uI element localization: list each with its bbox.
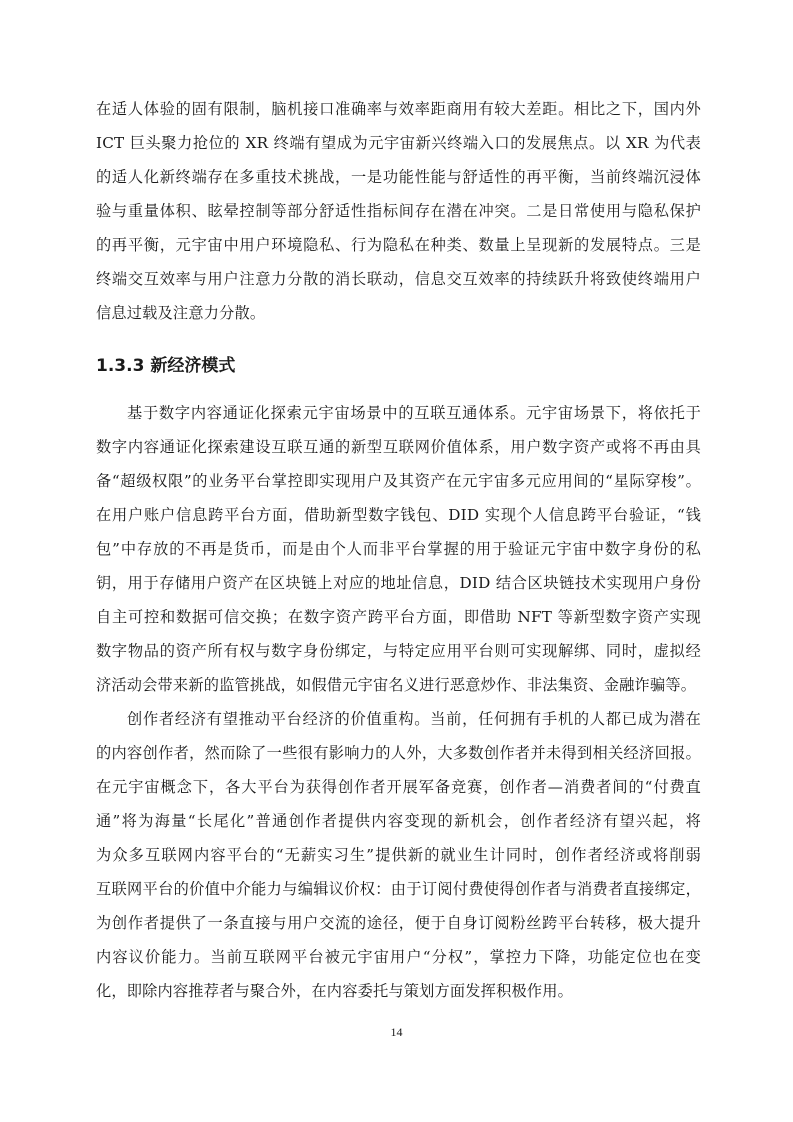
text-line: 在元宇宙概念下，各大平台为获得创作者开展军备竞赛，创作者—消费者间的“付费直 (96, 778, 701, 796)
text-line: 的适人化新终端存在多重技术挑战，一是功能性能与舒适性的再平衡，当前终端沉浸体 (96, 168, 701, 186)
text-line: 自主可控和数据可信交换；在数字资产跨平台方面，即借助 NFT 等新型数字资产实现 (96, 608, 701, 626)
text-line: 为创作者提供了一条直接与用户交流的途径，便于自身订阅粉丝跨平台转移，极大提升 (96, 914, 701, 932)
text-line: 互联网平台的价值中介能力与编辑议价权：由于订阅付费使得创作者与消费者直接绑定， (96, 880, 701, 898)
paragraph-creator-economy (96, 702, 701, 1008)
text-line: 在用户账户信息跨平台方面，借助新型数字钱包、DID 实现个人信息跨平台验证，“钱 (96, 506, 701, 524)
text-line: 的内容创作者，然而除了一些很有影响力的人外，大多数创作者并未得到相关经济回报。 (96, 744, 701, 762)
text-line: 信息过载及注意力分散。 (96, 304, 266, 322)
text-line: 为众多互联网内容平台的“无薪实习生”提供新的就业生计同时，创作者经济或将削弱 (96, 846, 701, 864)
text-line: 在适人体验的固有限制，脑机接口准确率与效率距商用有较大差距。相比之下，国内外 (96, 100, 701, 118)
document-page (96, 92, 701, 1008)
text-line: 化，即除内容推荐者与聚合外，在内容委托与策划方面发挥积极作用。 (96, 982, 574, 1000)
text-line: 包”中存放的不再是货币，而是由个人而非平台掌握的用于验证元宇宙中数字身份的私 (96, 540, 701, 558)
text-line: 钥，用于存储用户资产在区块链上对应的地址信息，DID 结合区块链技术实现用户身份 (96, 574, 701, 592)
text-line: 内容议价能力。当前互联网平台被元宇宙用户“分权”，掌控力下降，功能定位也在变 (96, 948, 701, 966)
text-line: 通”将为海量“长尾化”普通创作者提供内容变现的新机会，创作者经济有望兴起，将 (96, 812, 701, 830)
page-number: 14 (390, 1025, 403, 1039)
text-line: 济活动会带来新的监管挑战，如假借元宇宙名义进行恶意炒作、非法集资、金融诈骗等。 (96, 676, 697, 694)
text-line: 的再平衡，元宇宙中用户环境隐私、行为隐私在种类、数量上呈现新的发展特点。三是 (96, 236, 701, 254)
continuation-paragraph (96, 92, 701, 330)
text-line: 基于数字内容通证化探索元宇宙场景中的互联互通体系。元宇宙场景下，将依托于 (127, 404, 701, 422)
section-heading: 1.3.3 新经济模式 (96, 356, 236, 376)
text-line: 备“超级权限”的业务平台掌控即实现用户及其资产在元宇宙多元应用间的“星际穿梭”。 (96, 472, 701, 490)
text-line: 数字物品的资产所有权与数字身份绑定，与特定应用平台则可实现解绑、同时，虚拟经 (96, 642, 701, 660)
text-line: 创作者经济有望推动平台经济的价值重构。当前，任何拥有手机的人都已成为潜在 (127, 710, 701, 728)
paragraph-digital-content (96, 396, 701, 702)
text-line: 数字内容通证化探索建设互联互通的新型互联网价值体系，用户数字资产或将不再由具 (96, 438, 701, 456)
text-line: 验与重量体积、眩晕控制等部分舒适性指标间存在潜在冲突。二是日常使用与隐私保护 (96, 202, 701, 220)
text-line: 终端交互效率与用户注意力分散的消长联动，信息交互效率的持续跃升将致使终端用户 (96, 270, 701, 288)
text-line: ICT 巨头聚力抢位的 XR 终端有望成为元宇宙新兴终端入口的发展焦点。以 XR 为代表 (96, 134, 701, 152)
